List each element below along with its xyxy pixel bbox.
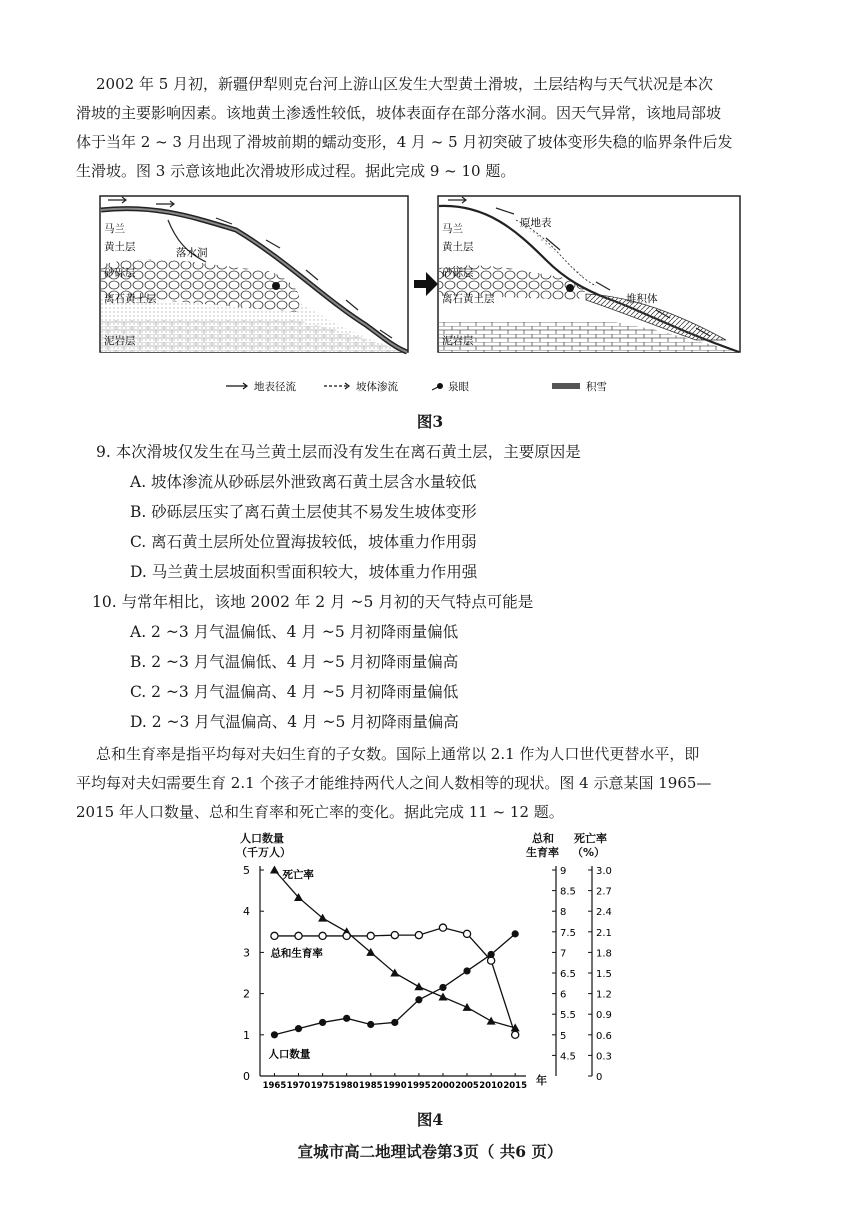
question-9-stem: 9. 本次滑坡仅发生在马兰黄土层而没有发生在离石黄土层，主要原因是 bbox=[96, 443, 581, 461]
x-axis-tick-label: 1970 bbox=[286, 1081, 311, 1091]
x-axis-tick-label: 1985 bbox=[358, 1081, 383, 1091]
label-malan: 马兰 bbox=[104, 223, 125, 235]
death-axis-tick-label: 0 bbox=[596, 1072, 603, 1083]
label-lishi: 离石黄土层 bbox=[104, 293, 157, 305]
left-axis-tick-label: 2 bbox=[243, 987, 250, 1001]
legend-spring: 泉眼 bbox=[448, 381, 469, 393]
left-panel bbox=[100, 196, 408, 352]
point-tfr bbox=[439, 924, 446, 931]
question-9-option-c: C. 离石黄土层所处位置海拔较低，坡体重力作用弱 bbox=[130, 533, 477, 551]
left-axis-label-1: 人口数量 bbox=[240, 832, 284, 845]
x-axis-tick-label: 1990 bbox=[382, 1081, 407, 1091]
question-10-option-b: B. 2 ~3 月气温偏低、4 月 ~5 月初降雨量偏高 bbox=[130, 653, 459, 671]
point-pop bbox=[488, 951, 495, 958]
point-pop bbox=[319, 1019, 326, 1026]
point-pop bbox=[512, 930, 519, 937]
point-tfr bbox=[343, 932, 350, 939]
point-pop bbox=[295, 1025, 302, 1032]
point-pop bbox=[271, 1031, 278, 1038]
death-axis-tick-label: 0.3 bbox=[596, 1051, 612, 1063]
point-pop bbox=[343, 1015, 350, 1022]
point-tfr bbox=[391, 931, 398, 938]
label-deposit: 堆积体 bbox=[626, 293, 658, 305]
x-axis-tick-label: 1980 bbox=[334, 1081, 359, 1091]
label-gravel: 砂砾层 bbox=[442, 267, 474, 279]
point-tfr bbox=[271, 932, 278, 939]
death-axis-tick-label: 2.7 bbox=[596, 886, 612, 898]
label-sinkhole: 落水洞 bbox=[176, 247, 208, 259]
tfr-axis-tick-label: 6.5 bbox=[560, 969, 576, 980]
death-axis-tick-label: 2.4 bbox=[596, 907, 612, 919]
point-death bbox=[270, 866, 279, 874]
tfr-axis-tick-label: 5 bbox=[560, 1030, 567, 1042]
figure-4-caption: 图4 bbox=[416, 1110, 444, 1129]
legend-seepage: 坡体渗流 bbox=[356, 381, 398, 393]
label-gravel: 砂砾层 bbox=[104, 267, 136, 279]
point-pop bbox=[415, 996, 422, 1003]
tfr-axis-tick-label: 4.5 bbox=[560, 1051, 576, 1063]
question-10-option-d: D. 2 ~3 月气温偏高、4 月 ~5 月初降雨量偏高 bbox=[130, 713, 459, 731]
question-10-option-a: A. 2 ~3 月气温偏低、4 月 ~5 月初降雨量偏低 bbox=[130, 623, 459, 641]
point-tfr bbox=[512, 1031, 519, 1038]
figure-3-caption: 图3 bbox=[416, 412, 444, 431]
left-axis-label-2: （千万人） bbox=[236, 846, 291, 859]
passage-1-line: 2002 年 5 月初，新疆伊犁则克台河上游山区发生大型黄土滑坡，土层结构与天气状况是本次 bbox=[96, 75, 714, 93]
point-death bbox=[438, 993, 447, 1001]
point-tfr bbox=[488, 957, 495, 964]
question-9-option-a: A. 坡体渗流从砂砾层外泄致离石黄土层含水量较低 bbox=[130, 473, 477, 491]
left-axis-tick-label: 4 bbox=[243, 905, 250, 919]
tfr-axis-tick-label: 8.5 bbox=[560, 886, 576, 898]
page-footer: 宣城市高二地理试卷第3页（ 共6 页） bbox=[297, 1142, 563, 1161]
tfr-axis-label-1: 总和 bbox=[532, 832, 554, 845]
passage-2-line: 平均每对夫妇需要生育 2.1 个孩子才能维持两代人之间人数相等的现状。图 4 示意某国 1965— bbox=[76, 774, 712, 792]
x-axis-tick-label: 1965 bbox=[262, 1081, 287, 1091]
label-malan-layer: 黄土层 bbox=[104, 241, 136, 253]
label-original-surface: 原地表 bbox=[520, 217, 552, 229]
left-axis-tick-label: 3 bbox=[243, 946, 250, 960]
death-axis-label-1: 死亡率 bbox=[574, 832, 607, 845]
point-death bbox=[463, 1003, 472, 1011]
tfr-axis-tick-label: 5.5 bbox=[560, 1010, 576, 1022]
right-panel bbox=[438, 196, 740, 352]
death-axis-tick-label: 3.0 bbox=[596, 866, 612, 877]
point-tfr bbox=[415, 931, 422, 938]
legend-snow: 积雪 bbox=[586, 381, 607, 393]
point-pop bbox=[391, 1019, 398, 1026]
death-axis-label-2: （%） bbox=[572, 846, 606, 859]
point-tfr bbox=[367, 932, 374, 939]
figure-3-legend bbox=[226, 380, 607, 393]
x-axis-tick-label: 2000 bbox=[431, 1081, 455, 1091]
legend-runoff: 地表径流 bbox=[254, 381, 296, 393]
series-label-tfr: 总和生育率 bbox=[270, 947, 323, 960]
passage-1-line: 生滑坡。图 3 示意该地此次滑坡形成过程。据此完成 9 ~ 10 题。 bbox=[76, 162, 516, 180]
left-axis-tick-label: 0 bbox=[243, 1070, 250, 1083]
death-axis-tick-label: 1.2 bbox=[596, 989, 612, 1001]
death-axis-tick-label: 2.1 bbox=[596, 927, 612, 939]
question-10-stem: 10. 与常年相比，该地 2002 年 2 月 ~5 月初的天气特点可能是 bbox=[92, 593, 534, 611]
passage-1-line: 滑坡的主要影响因素。该地黄土渗透性较低，坡体表面存在部分落水洞。因天气异常，该地局部坡 bbox=[76, 104, 722, 122]
figure-4-chart bbox=[220, 832, 640, 1092]
tfr-axis-label-2: 生育率 bbox=[526, 846, 559, 859]
label-mudstone: 泥岩层 bbox=[104, 335, 136, 347]
x-axis-tick-label: 2010 bbox=[479, 1081, 503, 1091]
tfr-axis-tick-label: 7.5 bbox=[560, 927, 576, 939]
label-lishi: 离石黄土层 bbox=[442, 293, 495, 305]
x-axis-tick-label: 2005 bbox=[455, 1081, 479, 1091]
left-axis-tick-label: 1 bbox=[243, 1028, 250, 1042]
label-malan-layer: 黄土层 bbox=[442, 241, 474, 253]
question-9-option-b: B. 砂砾层压实了离石黄土层使其不易发生坡体变形 bbox=[130, 503, 477, 521]
figure-3-landslide-diagram bbox=[96, 190, 756, 410]
tfr-axis-tick-label: 8 bbox=[560, 907, 567, 919]
tfr-axis-tick-label: 9 bbox=[560, 866, 567, 877]
point-pop bbox=[463, 967, 470, 974]
x-axis-unit: 年 bbox=[536, 1074, 547, 1087]
series-label-death: 死亡率 bbox=[282, 869, 314, 881]
point-pop bbox=[367, 1021, 374, 1028]
point-tfr bbox=[295, 932, 302, 939]
tfr-axis-tick-label: 7 bbox=[560, 948, 567, 960]
passage-2 bbox=[76, 740, 786, 827]
series-line-tfr bbox=[274, 928, 515, 1035]
passage-1-line: 体于当年 2 ~ 3 月出现了滑坡前期的蠕动变形，4 月 ~ 5 月初突破了坡体变形失稳的临界条件后发 bbox=[76, 133, 733, 151]
series-label-pop: 人口数量 bbox=[268, 1048, 311, 1061]
death-axis-tick-label: 0.6 bbox=[596, 1030, 612, 1042]
left-axis-tick-label: 5 bbox=[243, 864, 250, 877]
passage-2-line: 2015 年人口数量、总和生育率和死亡率的变化。据此完成 11 ~ 12 题。 bbox=[76, 803, 564, 821]
transition-arrow-icon bbox=[414, 272, 438, 296]
death-axis-tick-label: 1.5 bbox=[596, 969, 612, 980]
question-9-option-d: D. 马兰黄土层坡面积雪面积较大，坡体重力作用强 bbox=[130, 563, 478, 581]
death-axis-tick-label: 0.9 bbox=[596, 1010, 612, 1022]
question-10-option-c: C. 2 ~3 月气温偏高、4 月 ~5 月初降雨量偏低 bbox=[130, 683, 459, 701]
passage-1 bbox=[76, 70, 786, 186]
passage-2-line: 总和生育率是指平均每对夫妇生育的子女数。国际上通常以 2.1 作为人口世代更替水平，即 bbox=[96, 745, 700, 763]
point-pop bbox=[439, 984, 446, 991]
point-tfr bbox=[463, 930, 470, 937]
tfr-axis-tick-label: 6 bbox=[560, 989, 567, 1001]
x-axis-tick-label: 1995 bbox=[407, 1081, 431, 1091]
point-tfr bbox=[319, 932, 326, 939]
x-axis-tick-label: 2015 bbox=[503, 1081, 528, 1091]
x-axis-tick-label: 1975 bbox=[310, 1081, 335, 1091]
death-axis-tick-label: 1.8 bbox=[596, 948, 612, 960]
label-mudstone: 泥岩层 bbox=[442, 335, 474, 347]
label-malan: 马兰 bbox=[442, 223, 463, 235]
point-death bbox=[414, 982, 423, 990]
point-death bbox=[487, 1017, 496, 1025]
